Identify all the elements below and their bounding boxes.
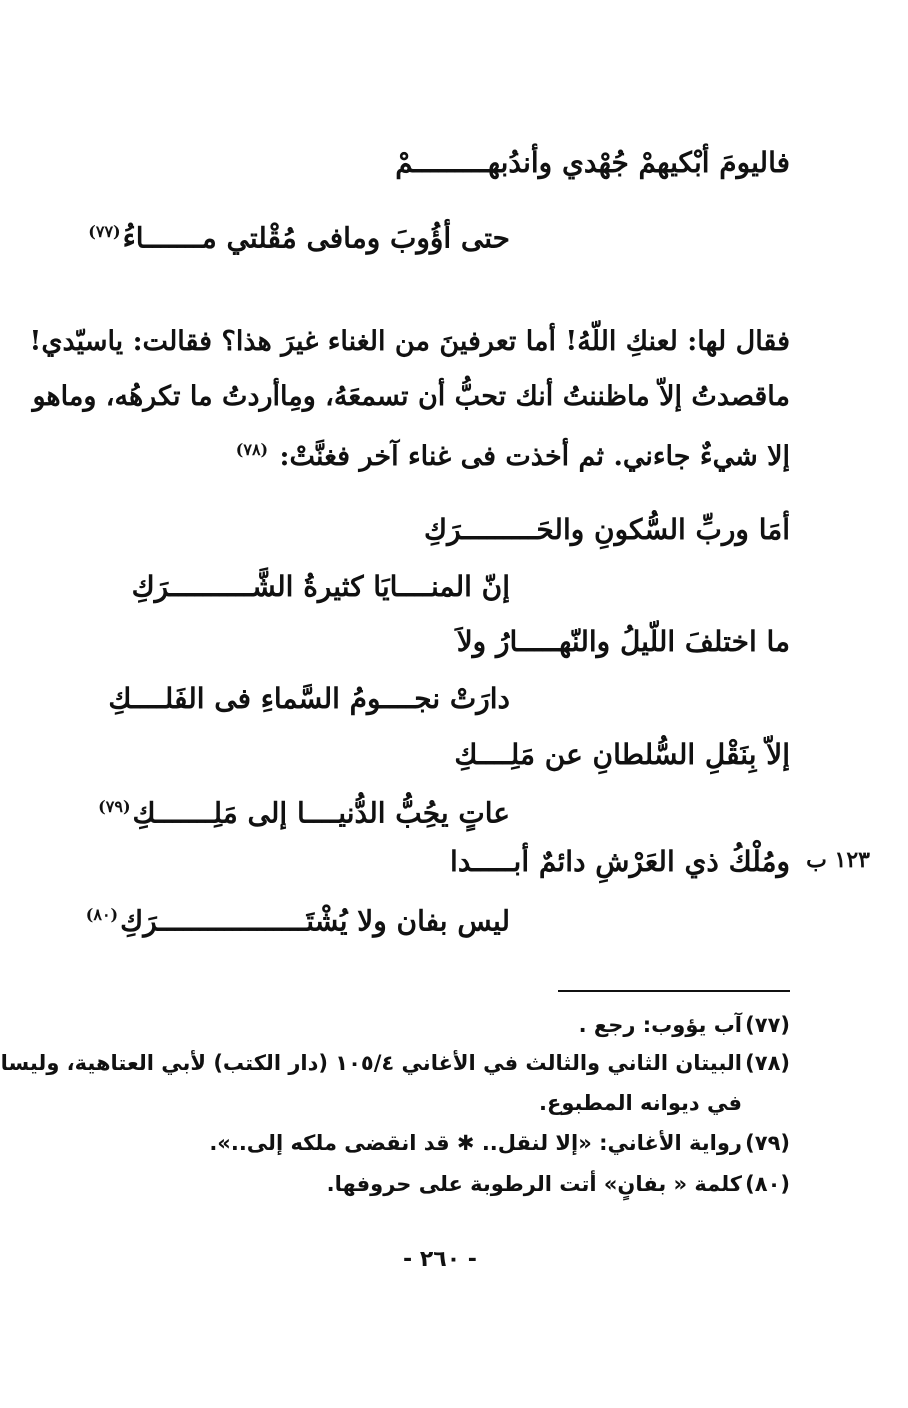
footnote bbox=[327, 1167, 790, 1201]
footnote-text: آب يؤوب: رجع . bbox=[578, 1013, 742, 1037]
verse-line: فاليومَ أبْكيهمْ جُهْدي وأندُبهـــــــــمْ bbox=[395, 146, 790, 179]
footnote-ref[interactable]: (٧٨) bbox=[235, 440, 269, 459]
footnote-text: البيتان الثاني والثالث في الأغاني ١٠٥/٤ (دار الكتب) لأبي العتاهية، وليسا bbox=[0, 1051, 742, 1075]
footnote-divider bbox=[558, 990, 790, 992]
verse-line: عاتٍ يحُِبُّ الدُّنيــــا إلى مَلِـــــــكِ$^{(٧٩)}$ bbox=[98, 796, 510, 830]
footnote-ref[interactable]: (٧٧) bbox=[88, 222, 121, 241]
prose-line: ماقصدتُ إلاّ ماظننتُ أنك تحبُّ أن تسمعَهُ، ومِاأردتُ ما تكرهُه، وماهو bbox=[32, 381, 790, 412]
footnote-ref[interactable]: (٧٩) bbox=[98, 797, 131, 816]
footnote bbox=[209, 1126, 790, 1160]
verse-line: ومُلْكُ ذي العَرْشِ دائمٌ أبـــــدا bbox=[450, 845, 790, 878]
page-number: - ٢٦٠ - bbox=[403, 1247, 477, 1272]
verse-line: ما اختلفَ اللّيلُ والنّهـــــارُ ولاَ bbox=[456, 625, 790, 658]
verse-line: حتى أؤُوبَ ومافى مُقْلتي مـــــــاءُ$^{(٧٧)}$ bbox=[88, 221, 510, 255]
footnote-continuation bbox=[539, 1086, 742, 1120]
folio-margin-note: ١٢٣ ب bbox=[806, 847, 870, 873]
footnote-number: (٧٧) bbox=[745, 1013, 790, 1037]
footnote bbox=[1, 1046, 790, 1080]
prose-line: إلا شيءٌ جاءني. ثم أخذت فى غناء آخر فغنَّتْ: $^{(٧٨)}$ bbox=[235, 440, 790, 472]
footnote-ref[interactable]: (٨٠) bbox=[85, 905, 119, 924]
verse-line: أمَا وربِّ السُّكونِ والحَـــــــــرَكِ bbox=[424, 513, 790, 546]
footnote bbox=[579, 1008, 790, 1042]
verse-line: إلاّ بِنَقْلِ السُّلطانِ عن مَلِــــكِ bbox=[454, 738, 790, 771]
prose-line: فقال لها: لعنكِ اللّهُ! أما تعرفينَ من الغناء غيرَ هذا؟ فقالت: ياسيّدي! bbox=[29, 326, 790, 357]
footnote-number: (٧٨) bbox=[745, 1051, 790, 1075]
footnote-number: (٨٠) bbox=[745, 1172, 790, 1196]
verse-line: ليس بفان ولا يُشْتَــــــــــــــــــرَكِ$^{(٨٠)}$ bbox=[85, 904, 510, 938]
verse-line: دارَتْ نجــــومُ السَّماءِ فى الفَلــــكِ bbox=[108, 682, 510, 715]
footnote-text: في ديوانه المطبوع. bbox=[539, 1091, 742, 1115]
footnote-number: (٧٩) bbox=[745, 1131, 790, 1155]
footnote-text: كلمة « بفانٍ» أتت الرطوبة على حروفها. bbox=[326, 1172, 742, 1196]
footnote-text: رواية الأغاني: «إلا لنقل.. ✱ قد انقضى ملكه إلى..». bbox=[209, 1131, 742, 1155]
verse-line: إنّ المنــــايَا كثيرةُ الشَّــــــــــرَكِ bbox=[131, 570, 510, 603]
